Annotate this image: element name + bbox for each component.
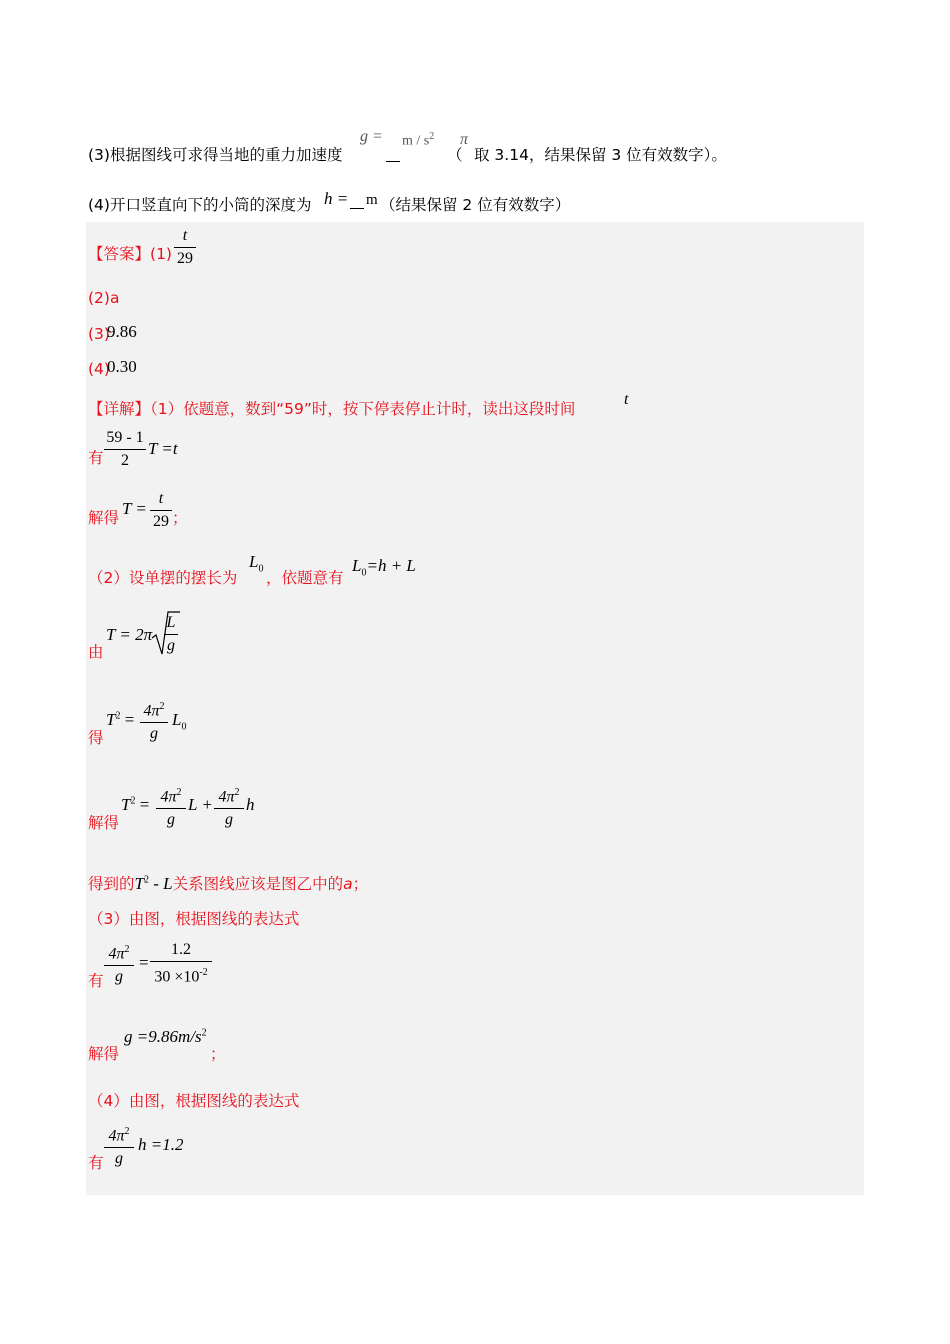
q3-unit: m / $s^2$ bbox=[402, 131, 435, 149]
formula-6-eq: = bbox=[139, 953, 149, 972]
formula-4-fraction: $4\pi^2$ g bbox=[140, 697, 168, 744]
detail-part-2: （2）设单摆的摆长为 bbox=[88, 569, 238, 587]
answer-label: 【答案】(1) bbox=[88, 245, 172, 263]
formula-4-rest: $L_0$ bbox=[172, 710, 187, 733]
formula-2-lhs: T = bbox=[122, 499, 147, 518]
question-3-text: (3)根据图线可求得当地的重力加速度 bbox=[88, 146, 343, 164]
q4-unit: m bbox=[366, 192, 378, 208]
answer-4-value: 0.30 bbox=[107, 357, 137, 376]
detail-part-3: （3）由图，根据图线的表达式 bbox=[88, 910, 300, 928]
formula-3-lhs: T = 2π bbox=[106, 625, 153, 644]
formula-2-fraction: t 29 bbox=[150, 489, 172, 532]
formula-1-rest: T =t bbox=[148, 439, 178, 458]
formula-7: $g =9.86m/s^2$ bbox=[124, 1027, 207, 1046]
formula-5-rest: h bbox=[246, 795, 255, 814]
detail-2-eq: $L_0=h + L$ bbox=[352, 556, 416, 579]
answer-3-value: 9.86 bbox=[107, 322, 137, 341]
detail-jiede-2: 解得 bbox=[88, 814, 120, 832]
answer-4-number: (4) bbox=[88, 360, 110, 378]
q3-paren: （ bbox=[447, 146, 463, 164]
formula-5-fraction-1: $4\pi^2$ g bbox=[156, 783, 186, 830]
answer-1-fraction: t 29 bbox=[174, 226, 196, 269]
formula-8-rest: h =1.2 bbox=[138, 1135, 184, 1154]
q4-rest-text: （结果保留 2 位有效数字） bbox=[380, 196, 571, 214]
detail-jiede-3: 解得 bbox=[88, 1045, 120, 1063]
detail-2-mid: ，依题意有 bbox=[266, 569, 344, 587]
q3-pi-symbol: π bbox=[460, 131, 469, 148]
answer-3-number: (3) bbox=[88, 325, 110, 343]
detail-you-1: 有 bbox=[88, 449, 104, 467]
q4-answer-blank bbox=[350, 207, 364, 209]
formula-6-fraction-left: $4\pi^2$ g bbox=[104, 940, 134, 987]
detail-jiede-1: 解得 bbox=[88, 509, 120, 527]
formula-5-mid: L + bbox=[188, 795, 213, 814]
semicolon-1: ； bbox=[172, 509, 188, 527]
q3-answer-blank bbox=[386, 160, 400, 162]
detail-you-4: 有 bbox=[88, 1154, 104, 1172]
formula-4-lhs: $T^2$ = bbox=[106, 710, 135, 729]
detail-you-3: 有 bbox=[88, 972, 104, 990]
detail-conclusion-2: 得到的$T^2$ - L关系图线应该是图乙中的a； bbox=[88, 874, 369, 893]
formula-3-fraction: L g bbox=[164, 613, 178, 656]
q3-rest-text: 取 3.14，结果保留 3 位有效数字）。 bbox=[474, 146, 727, 164]
formula-5-lhs: $T^2$ = bbox=[121, 795, 150, 814]
semicolon-2: ； bbox=[210, 1045, 226, 1063]
q3-g-symbol: g = bbox=[360, 128, 383, 145]
formula-6-fraction-right: 1.2 $30 \times 10^{-2}$ bbox=[150, 940, 212, 987]
detail-label-and-part-1: 【详解】（1）依题意，数到“59”时，按下停表停止计时，读出这段时间 bbox=[88, 400, 576, 418]
formula-5-fraction-2: $4\pi^2$ g bbox=[214, 783, 244, 830]
question-4-text: (4)开口竖直向下的小筒的深度为 bbox=[88, 196, 312, 214]
detail-1-t: t bbox=[624, 391, 629, 408]
answer-panel bbox=[86, 222, 864, 1195]
formula-8-fraction: $4\pi^2$ g bbox=[104, 1122, 134, 1169]
detail-part-4: （4）由图，根据图线的表达式 bbox=[88, 1092, 300, 1110]
q4-h-symbol: h = bbox=[324, 189, 349, 208]
detail-de-1: 得 bbox=[88, 729, 104, 747]
detail-2-L0: $L_0$ bbox=[249, 552, 264, 575]
answer-2: (2)a bbox=[88, 289, 120, 307]
formula-1-fraction: 59 - 1 2 bbox=[104, 428, 146, 471]
detail-you-2: 由 bbox=[88, 643, 104, 661]
